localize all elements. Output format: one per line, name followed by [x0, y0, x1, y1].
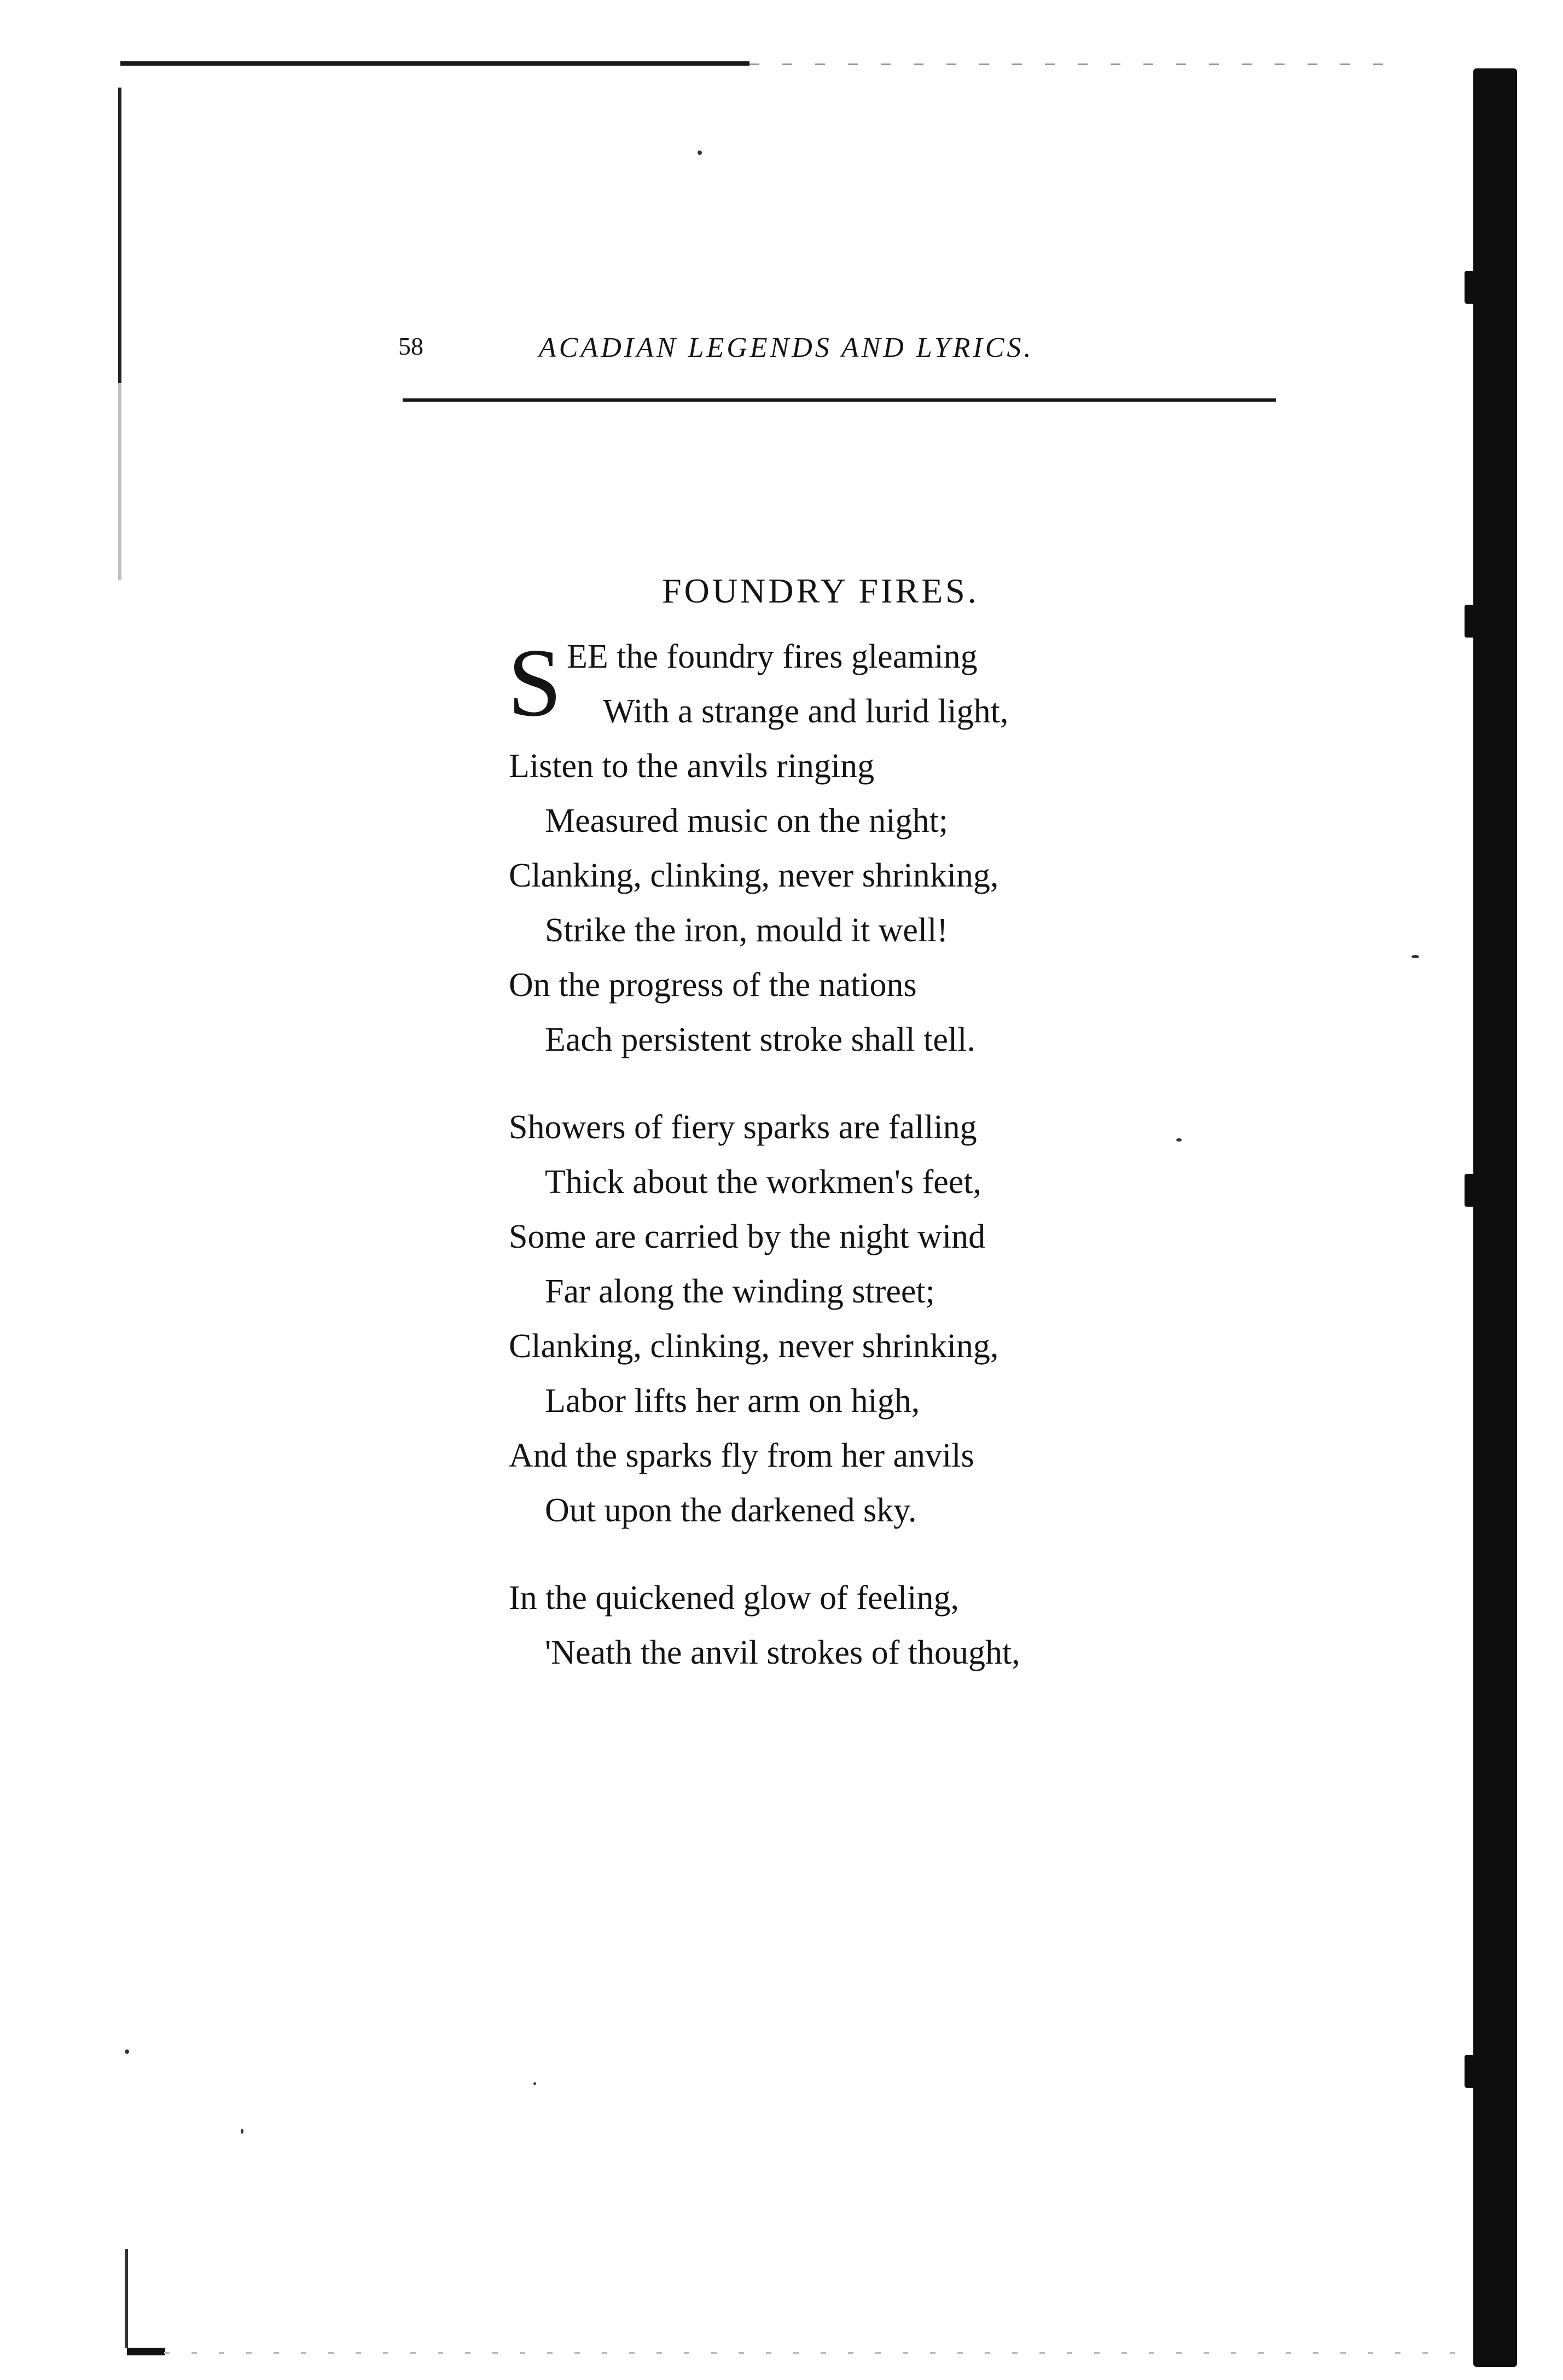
scan-edge-top	[120, 61, 749, 66]
poem-line: With a strange and lurid light,	[603, 693, 1009, 730]
stanza-2	[509, 1100, 1275, 1538]
poem-line: In the quickened glow of feeling,	[509, 1579, 959, 1617]
page-number: 58	[398, 332, 423, 360]
poem-line: And the sparks fly from her anvils	[509, 1437, 974, 1474]
scan-speck	[241, 2129, 243, 2134]
scan-edge-left	[118, 88, 121, 580]
spine-notch	[1465, 2055, 1477, 2088]
running-title: ACADIAN LEGENDS AND LYRICS.	[539, 332, 1034, 363]
poem-line: On the progress of the nations	[509, 966, 917, 1004]
poem-line: Each persistent stroke shall tell.	[545, 1021, 975, 1058]
first-line-text: EE the foundry fires gleaming	[567, 638, 978, 675]
scan-edge-left-bottom	[125, 2249, 128, 2348]
stanza-1	[509, 629, 1275, 1067]
poem-line: Out upon the darkened sky.	[545, 1492, 917, 1529]
drop-cap: S	[508, 628, 562, 737]
poem-line: Measured music on the night;	[545, 802, 948, 839]
header-rule	[403, 398, 1276, 402]
stanza-3	[509, 1571, 1275, 1680]
scan-edge-top-faint	[749, 63, 1406, 65]
scan-speck	[1411, 955, 1419, 958]
poem-line: Strike the iron, mould it well!	[545, 912, 949, 949]
scan-speck	[533, 2082, 536, 2085]
scan-speck	[125, 2049, 129, 2054]
poem-title: FOUNDRY FIRES.	[662, 571, 979, 610]
book-spine-shadow	[1473, 68, 1517, 2367]
poem-line: 'Neath the anvil strokes of thought,	[545, 1634, 1020, 1671]
poem-line: Showers of fiery sparks are falling	[509, 1109, 977, 1146]
scan-speck	[698, 150, 702, 155]
spine-notch	[1465, 271, 1477, 304]
poem-line: Far along the winding street;	[545, 1273, 935, 1310]
spine-notch	[1465, 1174, 1477, 1207]
poem-line: Clanking, clinking, never shrinking,	[509, 1328, 999, 1365]
spine-notch	[1465, 605, 1477, 638]
poem-line: Listen to the anvils ringing	[509, 748, 875, 785]
scan-corner-mark	[127, 2348, 165, 2355]
poem-line: Labor lifts her arm on high,	[545, 1382, 920, 1420]
poem-line: Some are carried by the night wind	[509, 1218, 986, 1255]
poem-line: Thick about the workmen's feet,	[545, 1163, 981, 1201]
scan-edge-bottom	[164, 2352, 1477, 2354]
poem-body	[509, 629, 1275, 1713]
poem-line: Clanking, clinking, never shrinking,	[509, 857, 999, 894]
